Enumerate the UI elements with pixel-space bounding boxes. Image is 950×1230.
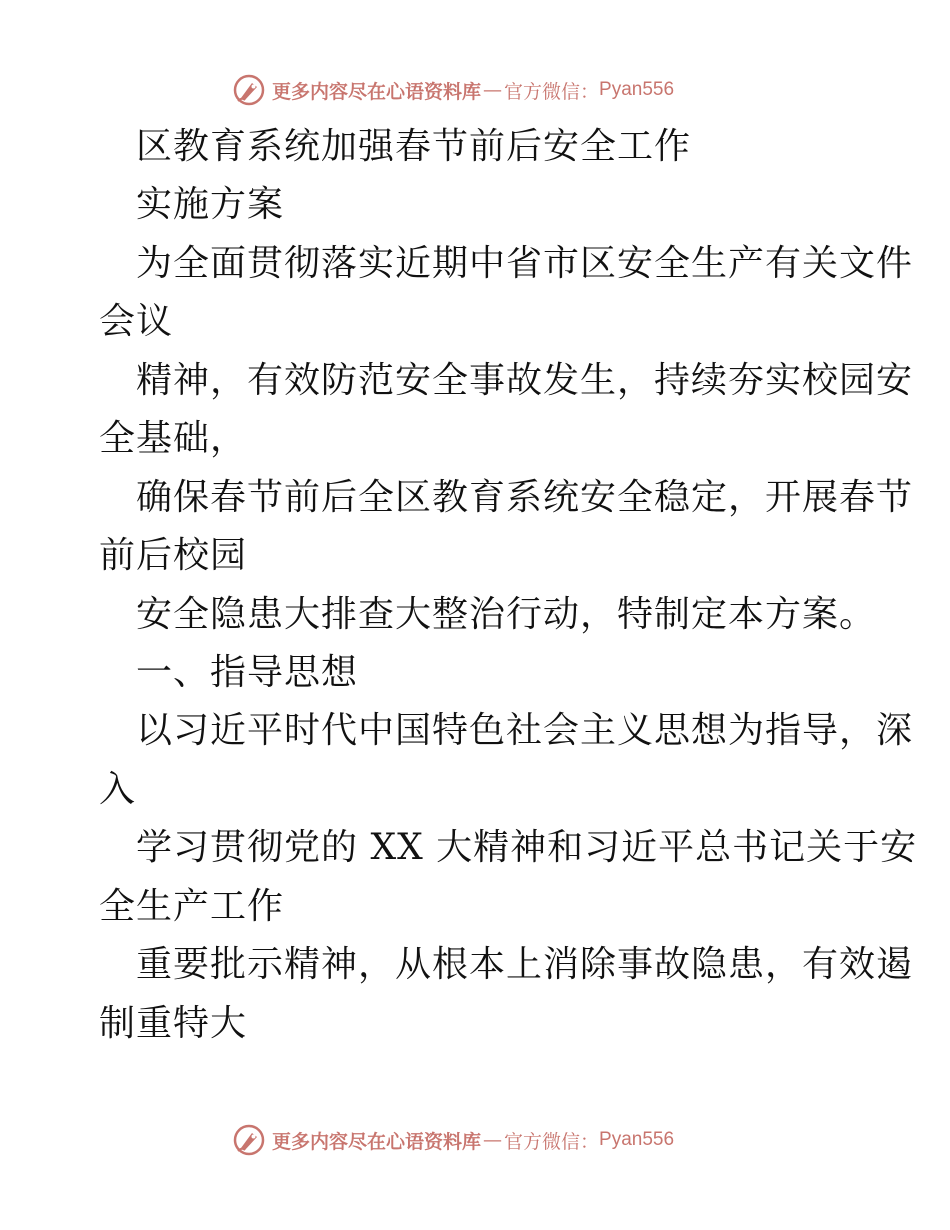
paragraph-line: 学习贯彻党的 XX 大精神和习近平总书记关于安 [136, 827, 918, 868]
paragraph-line: 安全隐患大排查大整治行动，特制定本方案。 [136, 594, 877, 635]
paragraph-line: 制重特大 [99, 1003, 248, 1044]
paragraph-line: 以习近平时代中国特色社会主义思想为指导，深 [136, 710, 914, 751]
banner-separator: — [483, 1129, 503, 1151]
paragraph-line: 确保春节前后全区教育系统安全稳定，开展春节 [136, 477, 914, 518]
paragraph-line: 前后校园 [99, 535, 248, 576]
document-subtitle: 实施方案 [136, 184, 285, 225]
header-banner [232, 72, 732, 108]
paragraph-line: 重要批示精神，从根本上消除事故隐患，有效遏 [136, 944, 914, 985]
pen-nib-logo-icon [232, 73, 266, 107]
paragraph-line: 全生产工作 [99, 886, 285, 927]
banner-separator: — [483, 79, 503, 101]
footer-banner [232, 1122, 732, 1158]
paragraph-line: 全基础， [99, 418, 248, 459]
section-heading: 一、指导思想 [136, 652, 359, 693]
banner-site-text: 更多内容尽在心语资料库 [272, 1130, 482, 1153]
banner-wechat-id: Pyan556 [599, 79, 675, 100]
pen-nib-logo-icon [232, 1123, 266, 1157]
paragraph-line: 为全面贯彻落实近期中省市区安全生产有关文件 [136, 243, 914, 284]
banner-official-label: 官方微信： [504, 80, 600, 103]
banner-official-label: 官方微信： [504, 1130, 600, 1153]
paragraph-line: 会议 [99, 301, 174, 342]
banner-site-text: 更多内容尽在心语资料库 [272, 80, 482, 103]
document-title: 区教育系统加强春节前后安全工作 [136, 126, 692, 167]
paragraph-line: 精神，有效防范安全事故发生，持续夯实校园安 [136, 360, 914, 401]
banner-wechat-id: Pyan556 [599, 1129, 675, 1150]
paragraph-line: 入 [99, 769, 137, 810]
